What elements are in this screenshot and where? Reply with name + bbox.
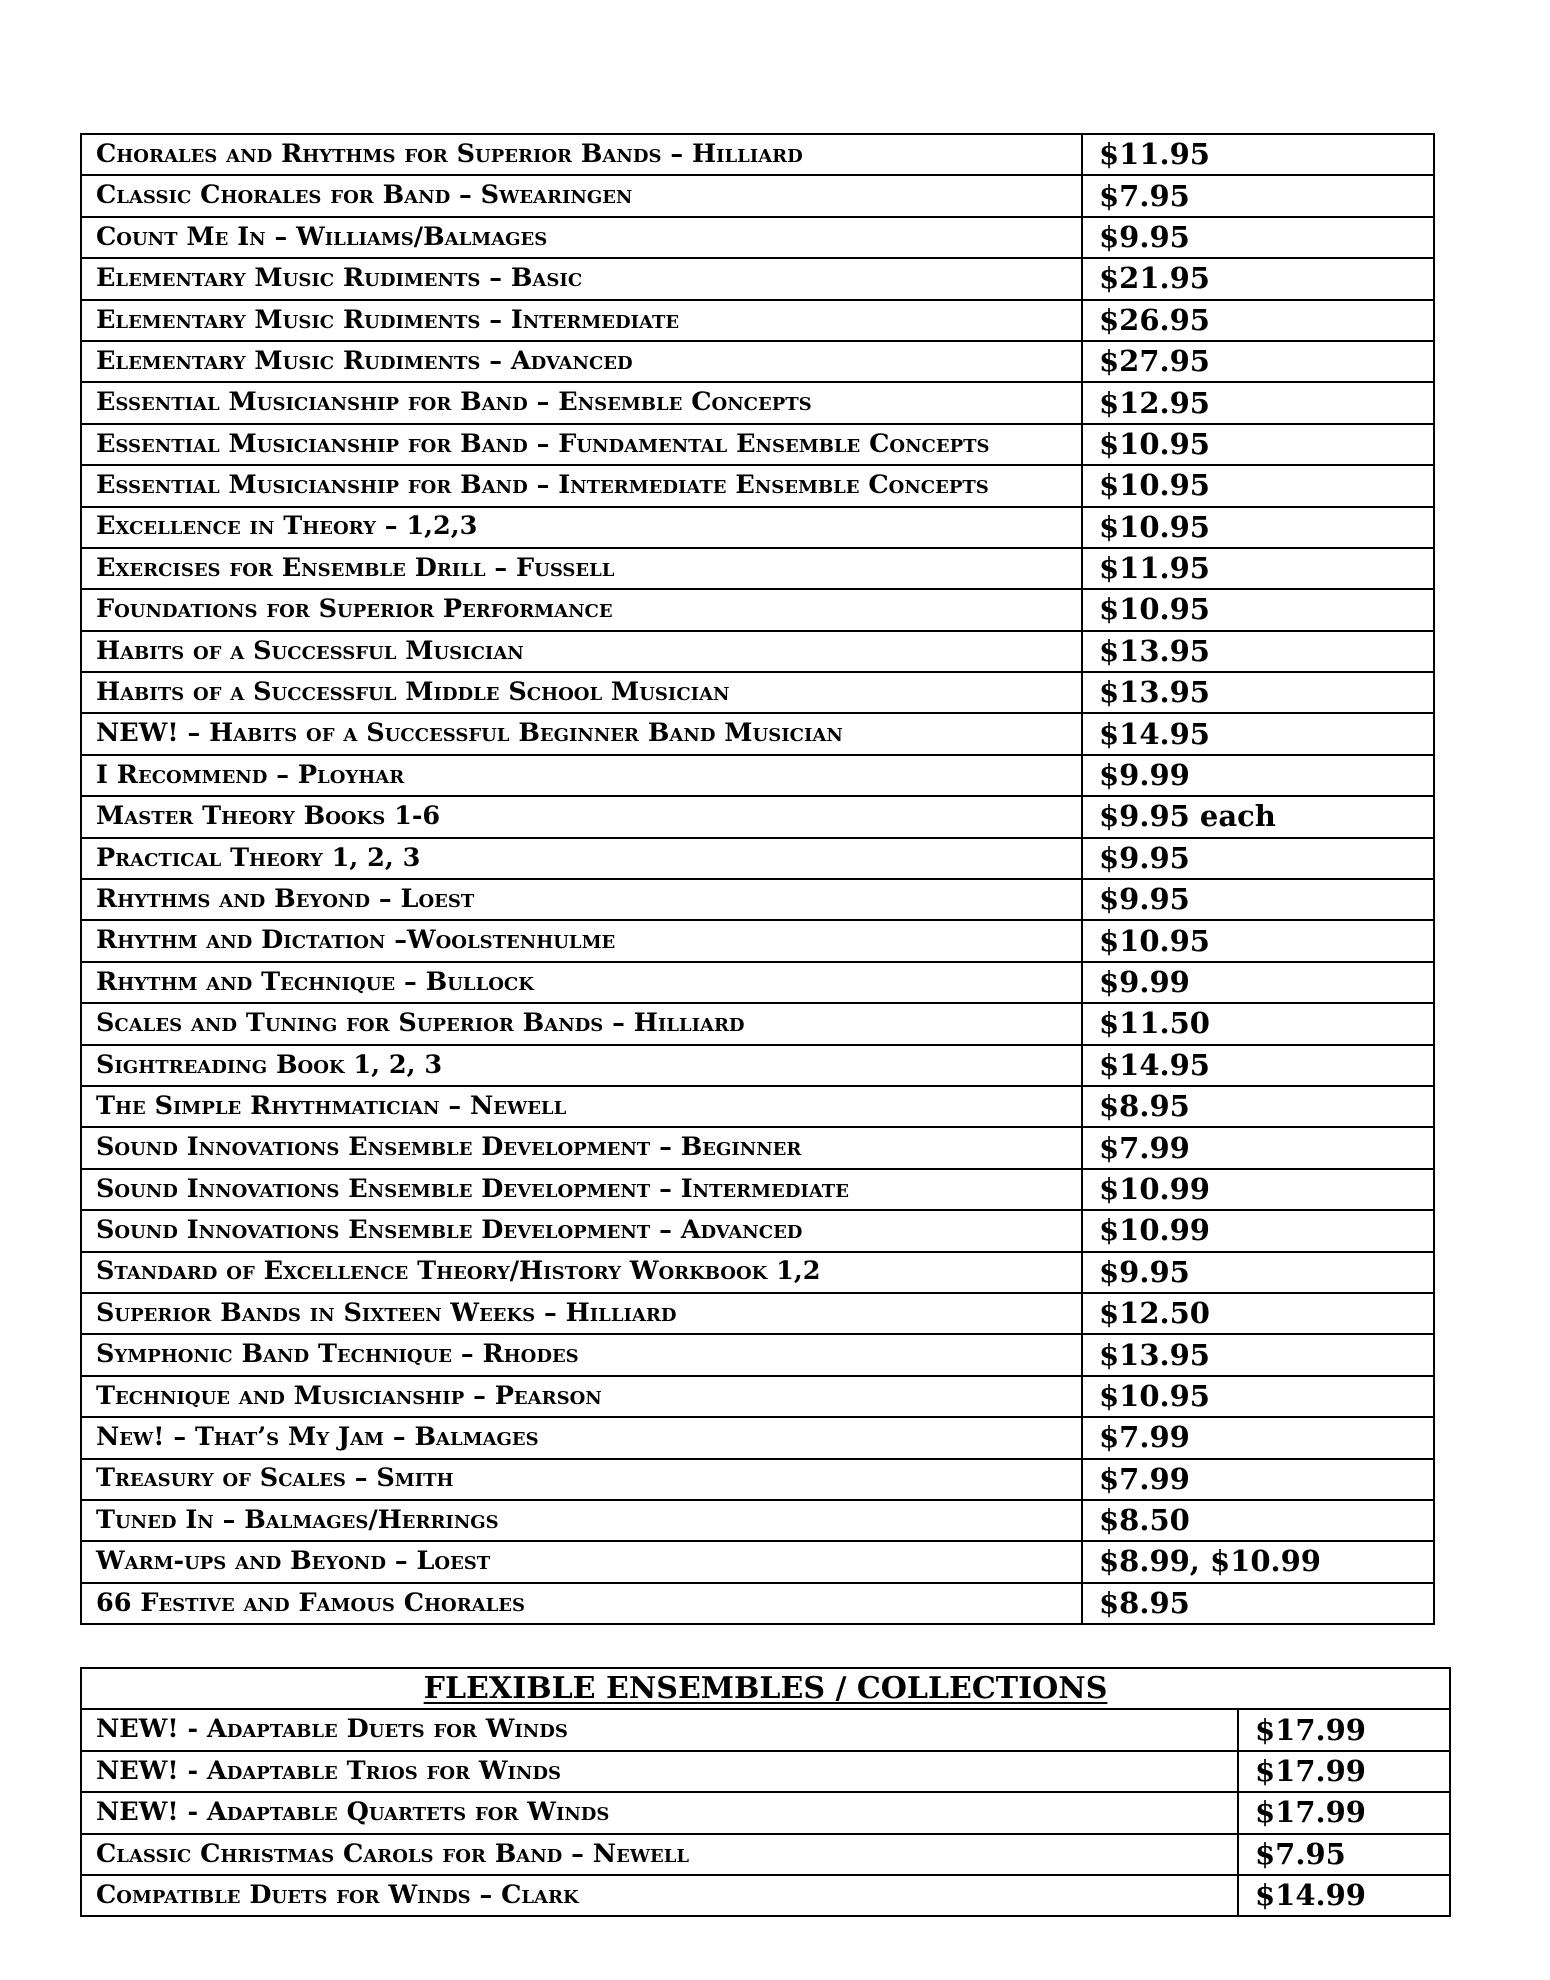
book-price: $10.95 bbox=[1082, 589, 1434, 630]
book-title: Superior Bands in Sixteen Weeks – Hilliard bbox=[81, 1293, 1082, 1334]
table-row bbox=[81, 1417, 1434, 1458]
book-title: NEW! – Habits of a Successful Beginner Band Musician bbox=[81, 713, 1082, 754]
book-price: $9.95 bbox=[1082, 879, 1434, 920]
book-price: $13.95 bbox=[1082, 631, 1434, 672]
book-price: $7.95 bbox=[1238, 1834, 1450, 1875]
book-price: $14.95 bbox=[1082, 1045, 1434, 1086]
book-title: Exercises for Ensemble Drill – Fussell bbox=[81, 548, 1082, 589]
book-title: Elementary Music Rudiments – Basic bbox=[81, 258, 1082, 299]
table-row bbox=[81, 465, 1434, 506]
table-row bbox=[81, 713, 1434, 754]
book-price: $13.95 bbox=[1082, 1334, 1434, 1375]
table-row bbox=[81, 300, 1434, 341]
book-title: Classic Christmas Carols for Band – Newell bbox=[81, 1834, 1238, 1875]
book-price: $14.99 bbox=[1238, 1875, 1450, 1916]
book-title: The Simple Rhythmatician – Newell bbox=[81, 1086, 1082, 1127]
table-row bbox=[81, 507, 1434, 548]
book-price: $8.50 bbox=[1082, 1500, 1434, 1541]
table-row bbox=[81, 382, 1434, 423]
book-price: $7.99 bbox=[1082, 1127, 1434, 1168]
book-title: Practical Theory 1, 2, 3 bbox=[81, 838, 1082, 879]
table-row bbox=[81, 1003, 1434, 1044]
table-row bbox=[81, 258, 1434, 299]
table-row bbox=[81, 1583, 1434, 1624]
book-title: Sightreading Book 1, 2, 3 bbox=[81, 1045, 1082, 1086]
book-price: $10.99 bbox=[1082, 1169, 1434, 1210]
book-price: $10.95 bbox=[1082, 424, 1434, 465]
book-price: $7.99 bbox=[1082, 1417, 1434, 1458]
book-price: $8.95 bbox=[1082, 1583, 1434, 1624]
book-title: Habits of a Successful Middle School Musician bbox=[81, 672, 1082, 713]
table-row bbox=[81, 134, 1434, 175]
book-price: $17.99 bbox=[1238, 1751, 1450, 1792]
book-title: 66 Festive and Famous Chorales bbox=[81, 1583, 1082, 1624]
table-row bbox=[81, 175, 1434, 216]
book-title: NEW! - Adaptable Duets for Winds bbox=[81, 1709, 1238, 1750]
book-price: $7.99 bbox=[1082, 1459, 1434, 1500]
table-row bbox=[81, 548, 1434, 589]
book-price: $10.95 bbox=[1082, 465, 1434, 506]
book-price: $10.99 bbox=[1082, 1210, 1434, 1251]
table-row bbox=[81, 1709, 1450, 1750]
book-title: Tuned In – Balmages/Herrings bbox=[81, 1500, 1082, 1541]
book-price: $10.95 bbox=[1082, 1376, 1434, 1417]
table-row bbox=[81, 1541, 1434, 1582]
flexible-ensembles-table bbox=[80, 1667, 1451, 1917]
book-title: Warm-ups and Beyond – Loest bbox=[81, 1541, 1082, 1582]
table-row bbox=[81, 217, 1434, 258]
book-price: $9.95 bbox=[1082, 217, 1434, 258]
book-price: $12.50 bbox=[1082, 1293, 1434, 1334]
book-price: $9.99 bbox=[1082, 962, 1434, 1003]
book-title: Elementary Music Rudiments – Advanced bbox=[81, 341, 1082, 382]
book-title: Symphonic Band Technique – Rhodes bbox=[81, 1334, 1082, 1375]
book-title: Compatible Duets for Winds – Clark bbox=[81, 1875, 1238, 1916]
table-row bbox=[81, 1376, 1434, 1417]
book-price: $10.95 bbox=[1082, 920, 1434, 961]
table-row bbox=[81, 920, 1434, 961]
book-price: $11.95 bbox=[1082, 548, 1434, 589]
book-price: $11.50 bbox=[1082, 1003, 1434, 1044]
table-row bbox=[81, 1792, 1450, 1833]
table-row bbox=[81, 1252, 1434, 1293]
book-price: $9.95 bbox=[1082, 838, 1434, 879]
table-row bbox=[81, 1875, 1450, 1916]
book-price: $27.95 bbox=[1082, 341, 1434, 382]
book-price: $9.95 bbox=[1082, 1252, 1434, 1293]
book-price: $21.95 bbox=[1082, 258, 1434, 299]
table-row bbox=[81, 1086, 1434, 1127]
book-title: I Recommend – Ployhar bbox=[81, 755, 1082, 796]
book-price: $14.95 bbox=[1082, 713, 1434, 754]
table-row bbox=[81, 424, 1434, 465]
book-price: $13.95 bbox=[1082, 672, 1434, 713]
book-title: Count Me In – Williams/Balmages bbox=[81, 217, 1082, 258]
book-title: Classic Chorales for Band – Swearingen bbox=[81, 175, 1082, 216]
book-title: NEW! - Adaptable Trios for Winds bbox=[81, 1751, 1238, 1792]
book-title: Treasury of Scales – Smith bbox=[81, 1459, 1082, 1500]
table-row bbox=[81, 672, 1434, 713]
table-row bbox=[81, 1751, 1450, 1792]
table-row bbox=[81, 589, 1434, 630]
book-price: $9.99 bbox=[1082, 755, 1434, 796]
table-row bbox=[81, 1459, 1434, 1500]
book-price: $26.95 bbox=[1082, 300, 1434, 341]
section-header-row bbox=[81, 1668, 1450, 1709]
section-heading: FLEXIBLE ENSEMBLES / COLLECTIONS bbox=[81, 1668, 1450, 1709]
book-price: $7.95 bbox=[1082, 175, 1434, 216]
book-title: Excellence in Theory – 1,2,3 bbox=[81, 507, 1082, 548]
table-row bbox=[81, 1045, 1434, 1086]
book-price: $10.95 bbox=[1082, 507, 1434, 548]
book-title: Sound Innovations Ensemble Development – Beginner bbox=[81, 1127, 1082, 1168]
book-title: Elementary Music Rudiments – Intermediate bbox=[81, 300, 1082, 341]
book-title: Master Theory Books 1-6 bbox=[81, 796, 1082, 837]
book-title: Essential Musicianship for Band – Ensemble Concepts bbox=[81, 382, 1082, 423]
book-price: $17.99 bbox=[1238, 1792, 1450, 1833]
book-title: Technique and Musicianship – Pearson bbox=[81, 1376, 1082, 1417]
book-price: $9.95 each bbox=[1082, 796, 1434, 837]
book-price: $8.95 bbox=[1082, 1086, 1434, 1127]
table-row bbox=[81, 341, 1434, 382]
book-title: Sound Innovations Ensemble Development – Advanced bbox=[81, 1210, 1082, 1251]
table-row bbox=[81, 1127, 1434, 1168]
book-price: $17.99 bbox=[1238, 1709, 1450, 1750]
table-row bbox=[81, 796, 1434, 837]
table-row bbox=[81, 1210, 1434, 1251]
table-row bbox=[81, 755, 1434, 796]
book-title: Essential Musicianship for Band – Intermediate Ensemble Concepts bbox=[81, 465, 1082, 506]
book-title: New! – That’s My Jam – Balmages bbox=[81, 1417, 1082, 1458]
book-title: Foundations for Superior Performance bbox=[81, 589, 1082, 630]
book-title: Rhythms and Beyond – Loest bbox=[81, 879, 1082, 920]
method-book-price-table bbox=[80, 133, 1435, 1625]
book-price: $8.99, $10.99 bbox=[1082, 1541, 1434, 1582]
book-title: Essential Musicianship for Band – Fundamental Ensemble Concepts bbox=[81, 424, 1082, 465]
table-row bbox=[81, 631, 1434, 672]
book-title: NEW! - Adaptable Quartets for Winds bbox=[81, 1792, 1238, 1833]
table-row bbox=[81, 1293, 1434, 1334]
book-title: Scales and Tuning for Superior Bands – Hilliard bbox=[81, 1003, 1082, 1044]
book-title: Rhythm and Technique – Bullock bbox=[81, 962, 1082, 1003]
book-title: Habits of a Successful Musician bbox=[81, 631, 1082, 672]
table-row bbox=[81, 1169, 1434, 1210]
book-title: Standard of Excellence Theory/History Workbook 1,2 bbox=[81, 1252, 1082, 1293]
table-row bbox=[81, 1334, 1434, 1375]
book-price: $12.95 bbox=[1082, 382, 1434, 423]
book-title: Chorales and Rhythms for Superior Bands – Hilliard bbox=[81, 134, 1082, 175]
table-row bbox=[81, 838, 1434, 879]
table-row bbox=[81, 1500, 1434, 1541]
book-title: Rhythm and Dictation –Woolstenhulme bbox=[81, 920, 1082, 961]
book-title: Sound Innovations Ensemble Development – Intermediate bbox=[81, 1169, 1082, 1210]
table-row bbox=[81, 1834, 1450, 1875]
book-price: $11.95 bbox=[1082, 134, 1434, 175]
table-row bbox=[81, 879, 1434, 920]
table-row bbox=[81, 962, 1434, 1003]
